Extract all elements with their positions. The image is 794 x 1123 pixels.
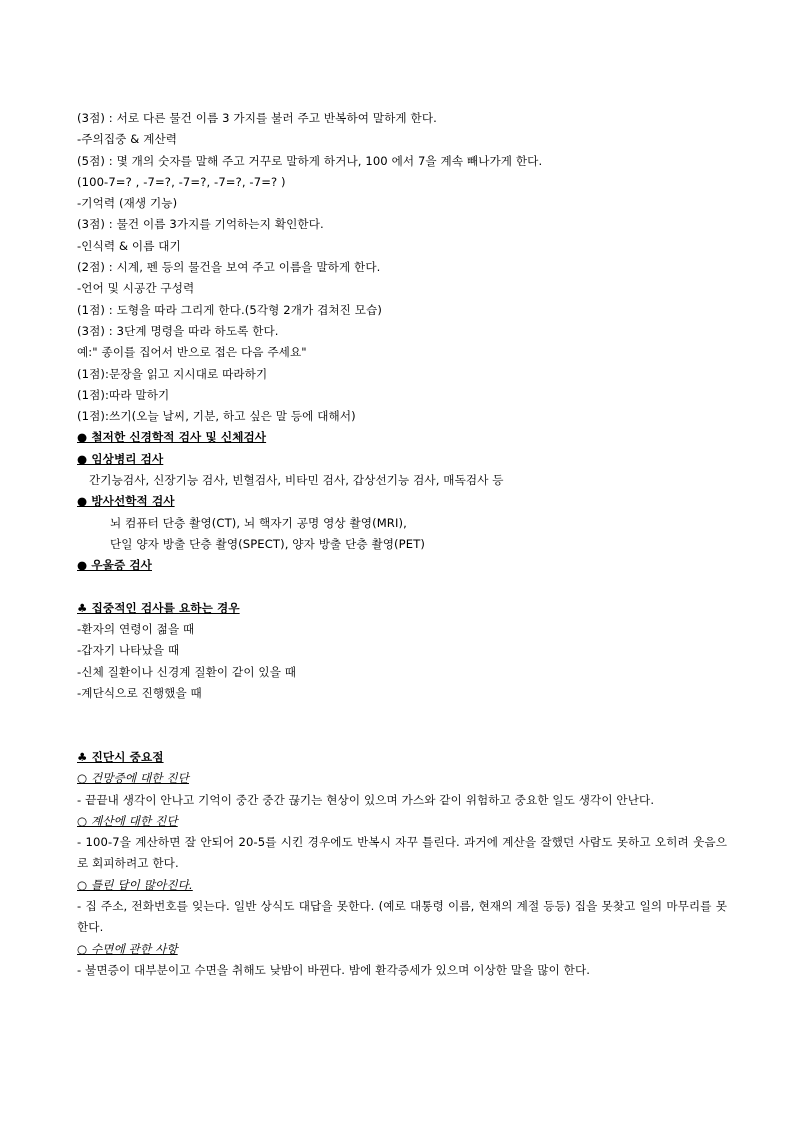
radiology-detail: 단일 양자 방출 단층 촬영(SPECT), 양자 방출 단층 촬영(PET) (110, 536, 426, 551)
diagnosis-text: - 집 주소, 전화번호를 잊는다. 일반 상식도 대답을 못한다. (예로 대통령 이름, 현재의 계절 등등) 집을 못찾고 일의 마무리를 못한다. (77, 898, 727, 935)
intensive-item: -신체 질환이나 신경계 질환이 같이 있을 때 (77, 664, 297, 679)
mmse-line: (5점) : 몇 개의 숫자를 말해 주고 거꾸로 말하게 하거나, 100 에서 7을 계속 빼나가게 한다. (77, 153, 543, 168)
mmse-line: (100-7=? , -7=?, -7=?, -7=?, -7=? ) (77, 174, 286, 189)
document-page (77, 108, 727, 981)
diagnosis-subtitle: ○ 틀린 답이 많아진다. (77, 877, 193, 892)
spacer (77, 704, 727, 725)
lab-exam-detail: 간기능검사, 신장기능 검사, 빈혈검사, 비타민 검사, 갑상선기능 검사, 매독검사 등 (89, 473, 504, 488)
intensive-item: -갑자기 나타났을 때 (77, 643, 180, 658)
diagnosis-text: - 끝끝내 생각이 안나고 기억이 중간 중간 끊기는 현상이 있으며 가스와 같이 위험하고 중요한 일도 생각이 안난다. (77, 792, 655, 807)
mmse-section (77, 108, 727, 427)
lab-exam-heading: ● 임상병리 검사 (77, 451, 164, 466)
mmse-line: -기억력 (재생 기능) (77, 196, 178, 211)
diagnosis-text: - 불면증이 대부분이고 수면을 취해도 낮밤이 바뀐다. 밤에 환각증세가 있으며 이상한 말을 많이 한다. (77, 962, 591, 977)
mmse-line: 예:" 종이를 집어서 반으로 접은 다음 주세요" (77, 345, 307, 360)
mmse-line: (3점) : 서로 다른 물건 이름 3 가지를 불러 주고 반복하여 말하게 한다. (77, 111, 437, 125)
depression-heading: ● 우울증 검사 (77, 558, 152, 573)
mmse-line: (1점):쓰기(오늘 날씨, 기분, 하고 싶은 말 등에 대해서) (77, 409, 356, 424)
diagnosis-heading: ♣ 진단시 중요점 (77, 749, 164, 764)
radiology-heading: ● 방사선학적 검사 (77, 494, 175, 509)
mmse-line: -주의집중 & 계산력 (77, 132, 178, 147)
mmse-line: (2점) : 시계, 펜 등의 물건을 보여 주고 이름을 말하게 한다. (77, 260, 381, 275)
mmse-line: (3점) : 물건 이름 3가지를 기억하는지 확인한다. (77, 217, 324, 232)
mmse-line: (1점):따라 말하기 (77, 387, 170, 402)
mmse-line: (1점):문장을 읽고 지시대로 따라하기 (77, 366, 268, 381)
diagnosis-subtitle: ○ 수면에 관한 사항 (77, 941, 178, 956)
diagnosis-text: - 100-7을 계산하면 잘 안되어 20-5를 시킨 경우에도 반복시 자꾸 틀린다. 과거에 계산을 잘했던 사람도 못하고 오히려 웃음으로 회피하려고 한다. (77, 835, 727, 871)
intensive-item: -환자의 연령이 젊을 때 (77, 622, 195, 637)
neuro-exam-heading: ● 철저한 신경학적 검사 및 신체검사 (77, 430, 267, 445)
intensive-heading: ♣ 집중적인 검사를 요하는 경우 (77, 600, 240, 615)
spacer (77, 726, 727, 747)
intensive-item: -계단식으로 진행했을 때 (77, 686, 202, 701)
mmse-line: (3점) : 3단계 명령을 따라 하도록 한다. (77, 323, 279, 338)
radiology-detail: 뇌 컴퓨터 단층 촬영(CT), 뇌 핵자기 공명 영상 촬영(MRI), (110, 515, 407, 530)
mmse-line: -언어 및 시공간 구성력 (77, 281, 195, 296)
mmse-line: (1점) : 도형을 따라 그리게 한다.(5각형 2개가 겹쳐진 모습) (77, 302, 382, 317)
mmse-line: -인식력 & 이름 대기 (77, 238, 181, 253)
spacer (77, 577, 727, 598)
diagnosis-subtitle: ○ 계산에 대한 진단 (77, 813, 178, 828)
diagnosis-subtitle: ○ 건망증에 대한 진단 (77, 771, 189, 786)
